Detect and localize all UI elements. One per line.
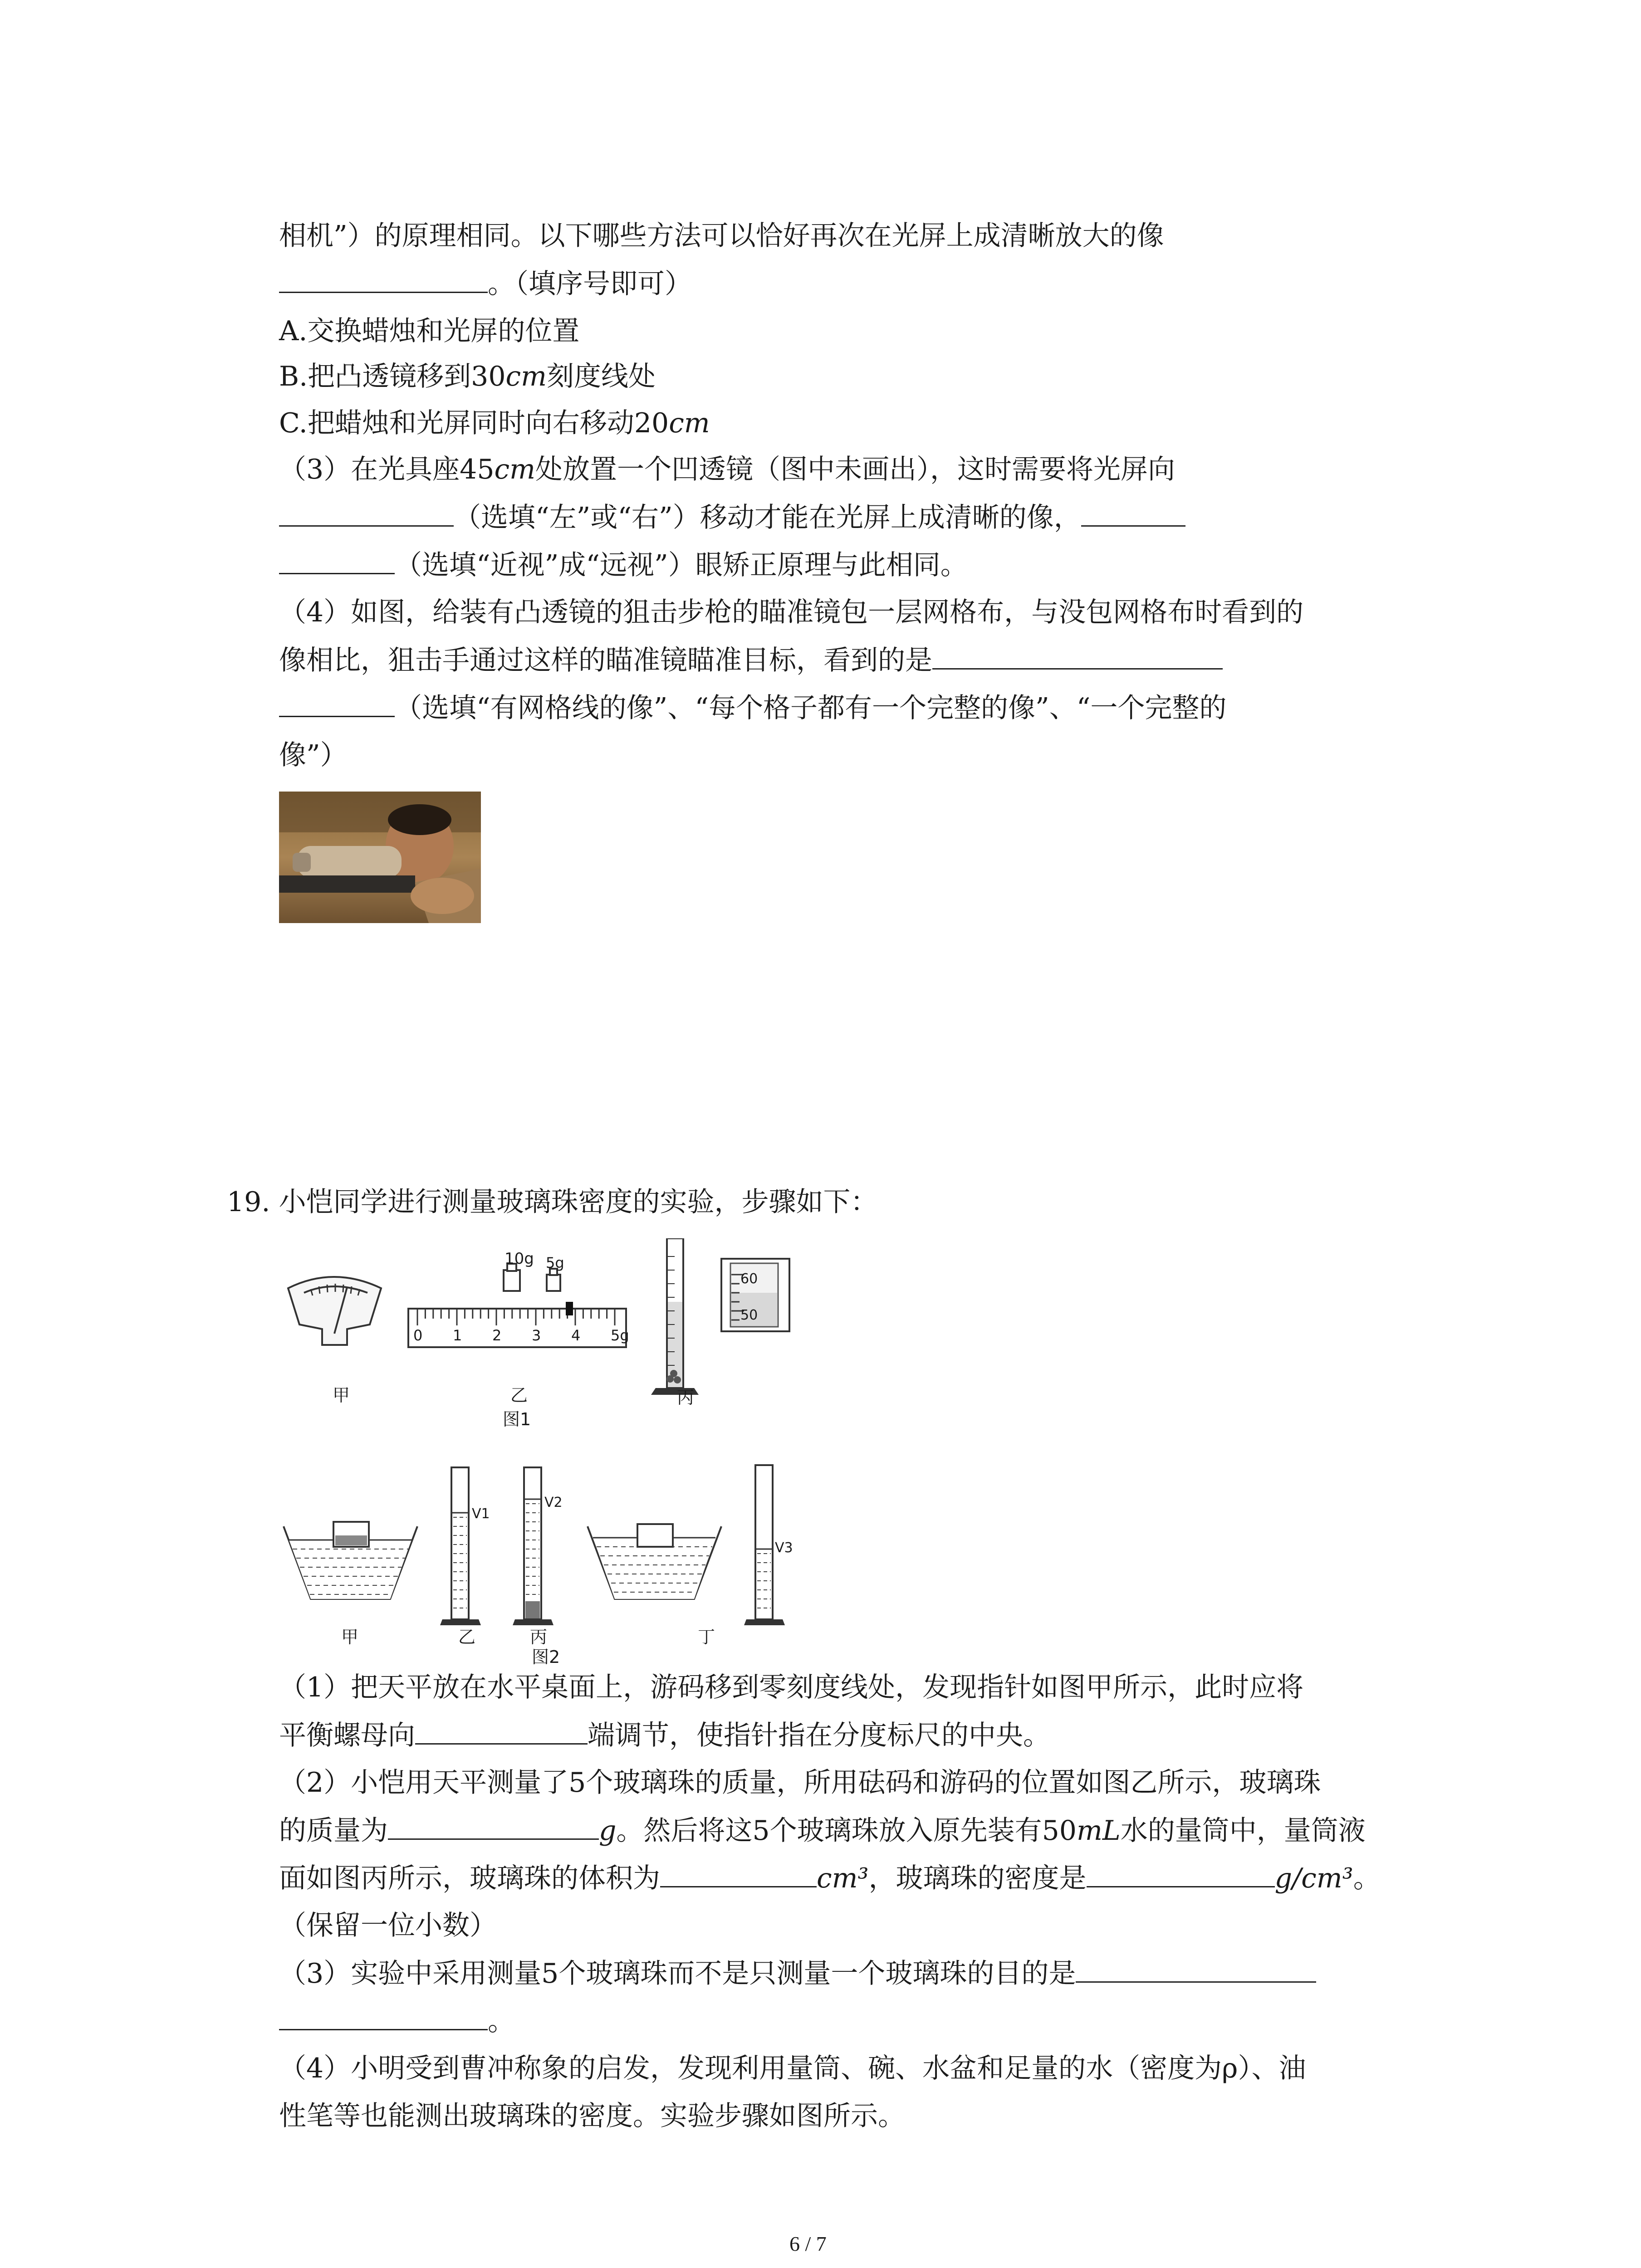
q18-part4-line-2: 像相比，狙击手通过这样的瞄准镜瞄准目标，看到的是 — [279, 642, 1223, 679]
rider-scale — [408, 1302, 626, 1347]
answer-blank[interactable] — [415, 1717, 588, 1745]
cylinder-inset-50: 50 — [740, 1307, 758, 1323]
q18-line-1: 相机”）的原理相同。以下哪些方法可以恰好再次在光屏上成清晰放大的像 — [279, 220, 1164, 252]
option-c: C.把蜡烛和光屏同时向右移动20cm — [279, 407, 710, 439]
balance-pointer-diagram — [288, 1277, 381, 1345]
fig1-caption-bing: 丙 — [677, 1388, 695, 1408]
q18-part4-line-4: 像”） — [279, 739, 348, 771]
answer-blank[interactable] — [932, 642, 1223, 670]
q19-part1-line-2: 平衡螺母向 端调节，使指针指在分度标尺的中央。 — [279, 1717, 1050, 1754]
q18-part3-line-3: （选填“近视”成“远视”）眼矫正原理与此相同。 — [279, 547, 968, 583]
q19-stem: 19. 小恺同学进行测量玻璃珠密度的实验，步骤如下： — [227, 1186, 878, 1218]
answer-blank[interactable] — [388, 1812, 599, 1840]
fig2-caption-bing: 丙 — [530, 1627, 548, 1647]
scale-tick-label: 5g — [611, 1327, 629, 1344]
q19-part4-line-2: 性笔等也能测出玻璃珠的密度。实验步骤如图所示。 — [279, 2100, 905, 2132]
q18-part3-line-1: （3）在光具座45cm处放置一个凹透镜（图中未画出），这时需要将光屏向 — [279, 454, 1176, 485]
fig2-caption-ding: 丁 — [698, 1627, 715, 1647]
scale-tick-label: 0 — [413, 1327, 423, 1344]
fig2-caption-yi: 乙 — [458, 1627, 476, 1647]
option-a: A.交换蜡烛和光屏的位置 — [279, 315, 580, 347]
q19-part1-line-1: （1）把天平放在水平桌面上，游码移到零刻度线处，发现指针如图甲所示，此时应将 — [279, 1672, 1304, 1703]
q18-part3-line-2: （选填“左”或“右”）移动才能在光屏上成清晰的像， — [279, 499, 1185, 536]
fig1-caption-yi: 乙 — [510, 1385, 528, 1405]
option-b: B.把凸透镜移到30cm刻度线处 — [279, 361, 656, 392]
cylinder-inset-60: 60 — [740, 1271, 758, 1287]
answer-blank[interactable] — [1081, 499, 1185, 527]
basin-with-bowl-a — [284, 1522, 417, 1599]
cylinder-b — [440, 1467, 481, 1625]
scale-tick-label: 4 — [571, 1327, 581, 1344]
scale-tick-label: 1 — [453, 1327, 462, 1344]
fig1-caption-jia: 甲 — [333, 1385, 350, 1405]
q18-part4-line-3: （选填“有网格线的像”、“每个格子都有一个完整的像”、“一个完整的 — [279, 689, 1226, 726]
q19-part4-line-1: （4）小明受到曹冲称象的启发，发现利用量筒、碗、水盆和足量的水（密度为ρ）、油 — [279, 2053, 1306, 2084]
answer-blank[interactable] — [1076, 1955, 1316, 1983]
q19-part3-line-1: （3）实验中采用测量5个玻璃珠而不是只测量一个玻璃珠的目的是 — [279, 1955, 1316, 1992]
q19-part3-line-2: 。 — [279, 2003, 515, 2039]
q19-part2-line-3: 面如图丙所示，玻璃珠的体积为 cm³，玻璃珠的密度是 g/cm³。 — [279, 1860, 1381, 1897]
answer-blank[interactable] — [1087, 1860, 1275, 1887]
fig2-caption-jia: 甲 — [341, 1627, 359, 1647]
v1-label: V1 — [472, 1506, 490, 1522]
weight-5g-label: 5g — [546, 1254, 564, 1271]
answer-blank[interactable] — [279, 265, 488, 293]
figure-2 — [279, 1463, 814, 1635]
answer-blank[interactable] — [279, 547, 395, 574]
answer-blank[interactable] — [279, 2003, 488, 2030]
fig2-title: 图2 — [532, 1647, 560, 1667]
v2-label: V2 — [544, 1495, 563, 1510]
fig1-title: 图1 — [503, 1409, 531, 1429]
figure-1 — [279, 1238, 801, 1411]
answer-blank[interactable] — [279, 499, 454, 527]
basin-with-bowl-d — [588, 1524, 721, 1599]
answer-blank[interactable] — [279, 689, 395, 717]
q19-part2-line-1: （2）小恺用天平测量了5个玻璃珠的质量，所用砝码和游码的位置如图乙所示，玻璃珠 — [279, 1767, 1321, 1799]
sniper-photo — [279, 792, 481, 923]
scale-tick-label: 2 — [492, 1327, 502, 1344]
page-number: 6 / 7 — [789, 2232, 827, 2255]
scale-tick-label: 3 — [532, 1327, 541, 1344]
v3-label: V3 — [775, 1540, 793, 1556]
cylinder-c — [513, 1467, 554, 1625]
q19-part2-line-2: 的质量为 g。然后将这5个玻璃珠放入原先装有50mL水的量筒中，量筒液 — [279, 1812, 1366, 1849]
q19-part2-line-4: （保留一位小数） — [279, 1910, 497, 1941]
graduated-cylinder — [651, 1238, 789, 1395]
q18-line-2: 。（填序号即可） — [279, 265, 692, 302]
weight-10g-label: 10g — [505, 1250, 534, 1268]
q18-part4-line-1: （4）如图，给装有凸透镜的狙击步枪的瞄准镜包一层网格布，与没包网格布时看到的 — [279, 596, 1304, 628]
answer-blank[interactable] — [660, 1860, 817, 1887]
